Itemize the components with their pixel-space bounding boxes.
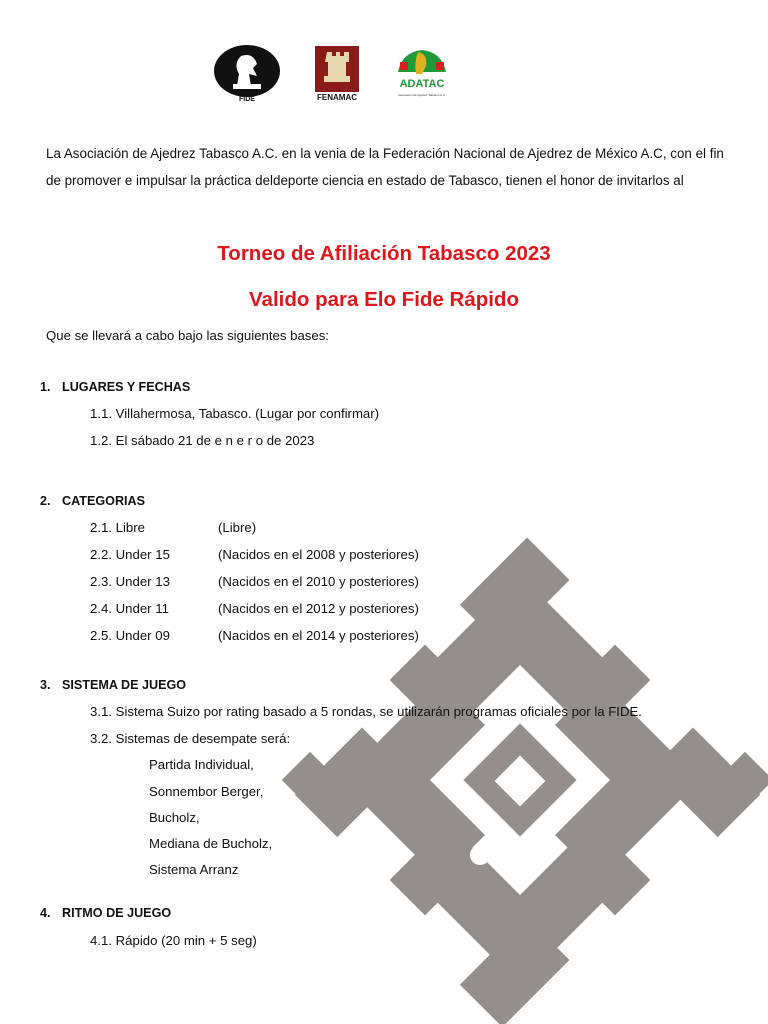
svg-text:Asociación de Ajedrez Tabasco: Asociación de Ajedrez Tabasco A.C. (398, 93, 446, 97)
section-heading-ritmo: 4. RITMO DE JUEGO (40, 906, 172, 920)
tiebreak-item: Partida Individual, (149, 757, 254, 772)
category-label: 2.2. Under 15 (90, 547, 170, 562)
list-item: 4.1. Rápido (20 min + 5 seg) (90, 933, 257, 948)
adatac-logo-icon (392, 44, 452, 102)
list-item: 3.1. Sistema Suizo por rating basado a 5 rondas, se utilizarán programas oficiales por la FIDE. (90, 704, 642, 719)
category-desc: (Nacidos en el 2014 y posteriores) (218, 628, 419, 643)
svg-text:ADATAC: ADATAC (399, 78, 445, 90)
list-item: 1.1. Villahermosa, Tabasco. (Lugar por confirmar) (90, 406, 380, 421)
bases-intro: Que se llevará a cabo bajo las siguientes bases: (46, 328, 329, 343)
category-label: 2.3. Under 13 (90, 574, 170, 589)
svg-text:FENAMAC: FENAMAC (317, 93, 357, 102)
svg-text:FIDE: FIDE (239, 96, 255, 102)
section-heading-categorias: 2. CATEGORIAS (40, 494, 146, 508)
fide-logo-icon (213, 44, 281, 102)
category-desc: (Nacidos en el 2012 y posteriores) (218, 601, 419, 616)
category-label: 2.1. Libre (90, 520, 145, 535)
category-desc: (Libre) (218, 520, 257, 535)
category-desc: (Nacidos en el 2008 y posteriores) (218, 547, 419, 562)
category-desc: (Nacidos en el 2010 y posteriores) (218, 574, 419, 589)
tiebreak-item: Sistema Arranz (149, 862, 239, 877)
list-item: 1.2. El sábado 21 de e n e r o de 2023 (90, 433, 315, 448)
tournament-subtitle: Valido para Elo Fide Rápido (249, 288, 519, 311)
tournament-title: Torneo de Afiliación Tabasco 2023 (217, 242, 551, 265)
fenamac-logo-icon (311, 44, 363, 102)
logo-bar (0, 44, 768, 104)
category-label: 2.4. Under 11 (90, 601, 169, 616)
section-heading-sistema: 3. SISTEMA DE JUEGO (40, 678, 187, 692)
tiebreak-item: Bucholz, (149, 810, 200, 825)
tiebreak-item: Mediana de Bucholz, (149, 836, 273, 851)
category-label: 2.5. Under 09 (90, 628, 170, 643)
intro-paragraph: La Asociación de Ajedrez Tabasco A.C. en la venia de la Federación Nacional de Ajedrez de México A.C, con el fin de promover e impulsar la práctica deldeporte ciencia en estado de Tabasco, tienen el honor de invitarlos al (46, 146, 724, 188)
list-item: 3.2. Sistemas de desempate será: (90, 731, 291, 746)
tiebreak-item: Sonnembor Berger, (149, 784, 264, 799)
section-heading-lugares: 1. LUGARES Y FECHAS (40, 380, 191, 394)
